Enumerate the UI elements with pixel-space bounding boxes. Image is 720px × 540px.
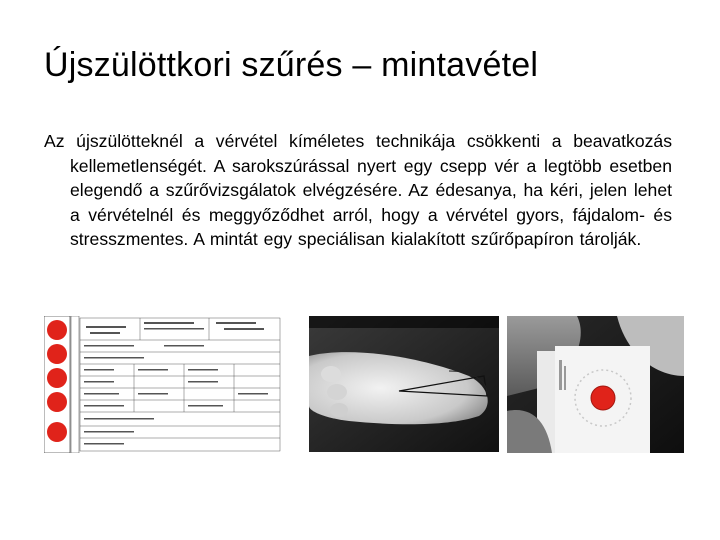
slide-title: Újszülöttkori szűrés – mintavétel — [44, 46, 539, 84]
blood-spot-card-image — [507, 316, 684, 453]
screening-form-image — [44, 316, 284, 453]
slide-paragraph: Az újszülötteknél a vérvétel kíméletes technikája csökkenti a beavatkozás kellemetlenségét. A sarokszúrással nyert egy csepp vér a legtöbb esetben elegendő a szűrővizsgálatok elvégzésére. Az édesanya, ha kéri, jelen lehet a vérvételnél és meggyőződhet arról, hogy a vérvétel gyors, fájdalom- és stresszmentes. A mintát egy speciálisan kialakított szűrőpapíron tárolják. — [44, 131, 672, 250]
heel-prick-image — [309, 316, 499, 452]
screening-card-photo-icon — [44, 316, 284, 453]
blood-spot-card-photo-icon — [507, 316, 684, 453]
heel-prick-photo-icon — [309, 316, 499, 452]
